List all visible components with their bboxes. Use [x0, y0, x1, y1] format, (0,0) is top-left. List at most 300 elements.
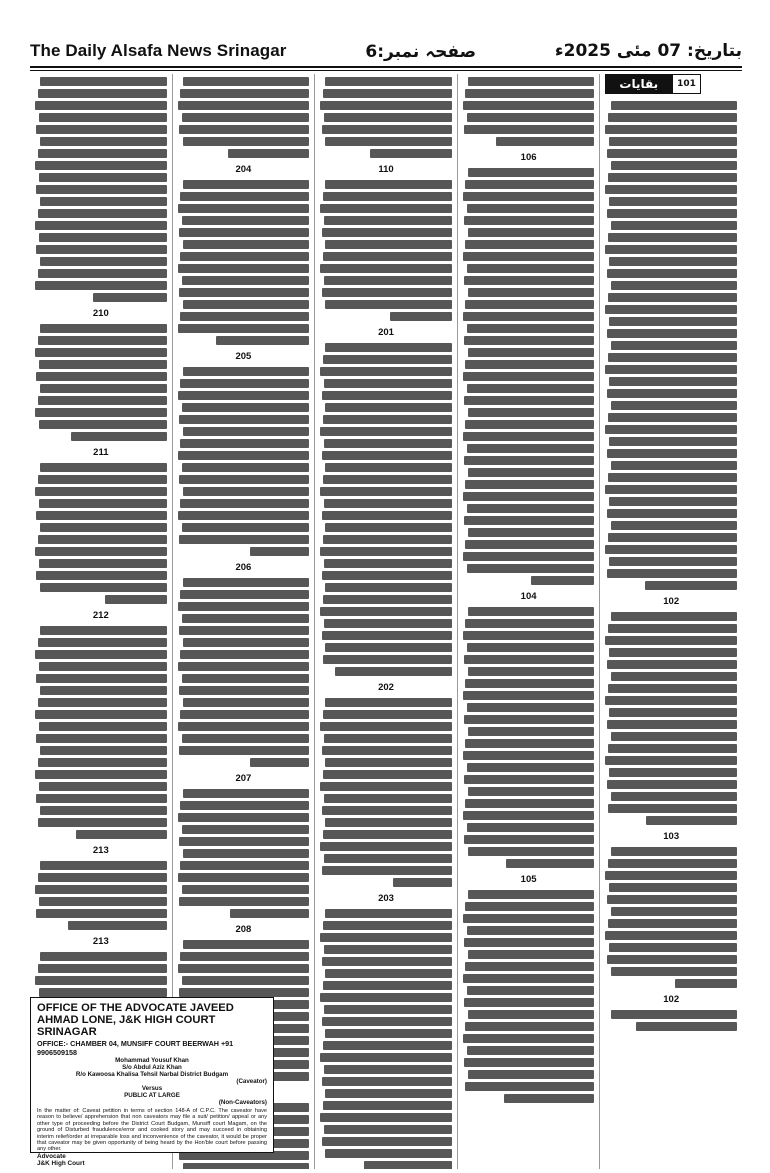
text-line [465, 799, 594, 808]
text-line [467, 564, 595, 573]
text-line [322, 806, 452, 815]
text-line [608, 173, 737, 182]
text-line [178, 873, 310, 882]
text-line [180, 89, 309, 98]
text-line [76, 830, 167, 839]
text-line [183, 180, 309, 189]
text-line [323, 1041, 452, 1050]
text-line [463, 101, 595, 110]
article-text [178, 364, 310, 559]
text-line [467, 324, 595, 333]
notice-party-name: Mohammad Yousuf Khan [115, 1057, 189, 1064]
text-line [322, 571, 452, 580]
text-line [40, 324, 166, 333]
text-line [468, 348, 594, 357]
text-line [178, 391, 310, 400]
text-line [468, 727, 594, 736]
text-line [180, 192, 309, 201]
text-line [605, 305, 737, 314]
text-line [180, 952, 309, 961]
text-line [468, 408, 594, 417]
text-line [40, 137, 166, 146]
text-line [183, 300, 309, 309]
text-line [183, 849, 309, 858]
text-line [393, 878, 452, 887]
article-number: 201 [378, 327, 394, 338]
text-line [464, 998, 594, 1007]
text-line [178, 204, 310, 213]
notice-non-caveators: (Non-Caveators) [218, 1099, 267, 1106]
text-line [608, 684, 737, 693]
text-line [325, 1149, 451, 1158]
text-line [325, 77, 451, 86]
text-line [40, 686, 166, 695]
text-line [464, 1058, 594, 1067]
text-line [609, 557, 737, 566]
text-line [465, 300, 594, 309]
text-line [325, 643, 451, 652]
text-line [40, 257, 166, 266]
text-line [35, 101, 167, 110]
text-line [182, 276, 310, 285]
text-line [468, 468, 594, 477]
article-number: 208 [235, 924, 252, 935]
text-line [465, 420, 594, 429]
text-line [179, 837, 309, 846]
text-line [320, 264, 452, 273]
notice-respondent: PUBLIC AT LARGE [124, 1092, 180, 1099]
text-line [38, 535, 167, 544]
text-line [465, 240, 594, 249]
article-number: 103 [663, 831, 680, 842]
text-line [178, 722, 310, 731]
text-line [464, 336, 594, 345]
text-line [179, 746, 309, 755]
text-line [465, 360, 594, 369]
text-line [323, 770, 452, 779]
text-line [646, 816, 737, 825]
text-line [465, 619, 594, 628]
text-line [468, 787, 594, 796]
article-number: 211 [93, 447, 109, 458]
text-line [230, 909, 309, 918]
notice-title: OFFICE OF THE ADVOCATE JAVEED AHMAD LONE, J&K HIGH COURT SRINAGAR [37, 1002, 234, 1038]
text-line [93, 293, 167, 302]
text-line [325, 180, 451, 189]
text-line [40, 77, 166, 86]
text-line [324, 499, 452, 508]
text-line [35, 650, 167, 659]
text-line [36, 511, 166, 520]
text-line [182, 216, 310, 225]
text-line [216, 336, 309, 345]
article-text [463, 604, 595, 871]
text-line [182, 885, 310, 894]
text-line [320, 933, 452, 942]
text-line [39, 722, 167, 731]
text-line [467, 504, 595, 513]
notice-party-father: S/o Abdul Aziz Khan [122, 1064, 182, 1071]
text-line [611, 101, 737, 110]
text-line [608, 233, 737, 242]
text-line [179, 288, 309, 297]
text-line [325, 969, 451, 978]
article-text [178, 575, 310, 770]
text-line [465, 89, 594, 98]
text-line [468, 890, 594, 899]
text-line [39, 897, 167, 906]
text-line [322, 511, 452, 520]
text-line [320, 427, 452, 436]
text-line [320, 101, 452, 110]
text-line [35, 408, 167, 417]
text-line [325, 1029, 451, 1038]
text-line [39, 782, 167, 791]
column-1 [600, 74, 742, 1169]
text-line [179, 897, 309, 906]
text-line [35, 976, 167, 985]
text-line [183, 638, 309, 647]
text-line [323, 192, 452, 201]
text-line [183, 427, 309, 436]
text-line [605, 245, 737, 254]
text-line [607, 660, 737, 669]
text-line [607, 149, 737, 158]
text-line [468, 228, 594, 237]
text-line [611, 1010, 737, 1019]
text-line [325, 909, 451, 918]
text-line [40, 952, 166, 961]
text-line [323, 830, 452, 839]
text-line [320, 204, 452, 213]
text-line [607, 780, 737, 789]
text-line [36, 125, 166, 134]
newspaper-title: The Daily Alsafa News Srinagar [30, 41, 287, 60]
text-line [178, 324, 310, 333]
text-line [325, 403, 451, 412]
text-line [250, 758, 309, 767]
text-line [323, 655, 452, 664]
notice-versus: Versus [141, 1085, 163, 1092]
text-line [605, 545, 737, 554]
text-line [323, 595, 452, 604]
text-line [611, 161, 737, 170]
text-line [609, 137, 737, 146]
text-line [182, 463, 310, 472]
text-line [324, 734, 452, 743]
article-text [463, 165, 595, 588]
text-line [611, 792, 737, 801]
text-line [645, 581, 737, 590]
text-line [183, 789, 309, 798]
text-line [324, 794, 452, 803]
text-line [320, 547, 452, 556]
text-line [607, 389, 737, 398]
text-line [322, 228, 452, 237]
masthead [30, 36, 742, 66]
text-line [179, 686, 309, 695]
text-line [180, 650, 309, 659]
text-line [320, 1113, 452, 1122]
text-line [35, 547, 167, 556]
text-line [605, 756, 737, 765]
text-line [324, 439, 452, 448]
text-line [178, 101, 310, 110]
text-line [40, 626, 166, 635]
text-line [467, 643, 595, 652]
text-line [463, 974, 595, 983]
text-line [35, 161, 167, 170]
text-line [178, 451, 310, 460]
article-text [605, 1007, 737, 1034]
text-line [675, 979, 737, 988]
text-line [71, 432, 167, 441]
text-line [40, 746, 166, 755]
text-line [608, 744, 737, 753]
advocate-caveat-notice [30, 997, 274, 1168]
text-line [464, 835, 594, 844]
text-line [250, 547, 309, 556]
text-line [39, 173, 167, 182]
text-line [467, 986, 595, 995]
text-line [464, 125, 594, 134]
text-line [39, 420, 167, 429]
text-line [38, 336, 167, 345]
text-line [467, 204, 595, 213]
text-line [611, 967, 737, 976]
text-line [38, 638, 167, 647]
text-line [605, 871, 737, 880]
text-line [179, 988, 309, 997]
notice-sign-advocate: Advocate [37, 1152, 66, 1160]
text-line [467, 703, 595, 712]
text-line [36, 734, 166, 743]
article-text [463, 887, 595, 1106]
text-line [607, 509, 737, 518]
text-line [325, 137, 451, 146]
article-text [320, 74, 452, 161]
text-line [320, 993, 452, 1002]
text-line [35, 885, 167, 894]
text-line [608, 859, 737, 868]
text-line [320, 487, 452, 496]
column-3 [315, 74, 458, 1169]
text-line [325, 1089, 451, 1098]
text-line [464, 655, 594, 664]
text-line [605, 931, 737, 940]
text-line [607, 955, 737, 964]
text-line [464, 276, 594, 285]
text-line [464, 216, 594, 225]
article-text [178, 74, 310, 161]
text-line [465, 962, 594, 971]
text-line [322, 866, 452, 875]
text-line [183, 940, 309, 949]
text-line [39, 233, 167, 242]
text-line [36, 571, 166, 580]
text-line [179, 125, 309, 134]
notice-sign-court: J&K High Court [37, 1160, 85, 1168]
text-line [39, 559, 167, 568]
text-line [324, 619, 452, 628]
text-line [468, 1070, 594, 1079]
text-line [182, 734, 310, 743]
text-line [178, 602, 310, 611]
text-line [464, 396, 594, 405]
text-line [465, 902, 594, 911]
text-line [325, 698, 451, 707]
text-line [608, 804, 737, 813]
text-line [183, 578, 309, 587]
article-text [178, 177, 310, 348]
text-line [180, 379, 309, 388]
text-line [468, 667, 594, 676]
text-line [323, 89, 452, 98]
article-number: 213 [92, 936, 109, 947]
text-line [323, 355, 452, 364]
text-line [608, 624, 737, 633]
text-line [467, 823, 595, 832]
text-line [467, 384, 595, 393]
text-line [506, 859, 594, 868]
text-line [178, 662, 310, 671]
text-line [464, 775, 594, 784]
text-line [609, 883, 737, 892]
text-line [468, 77, 594, 86]
text-line [39, 988, 167, 997]
text-line [468, 607, 594, 616]
column-2 [458, 74, 601, 1169]
text-line [182, 976, 310, 985]
text-line [39, 360, 167, 369]
text-line [465, 1022, 594, 1031]
text-line [182, 113, 310, 122]
article-number: 105 [520, 874, 537, 885]
text-line [324, 276, 452, 285]
text-line [38, 758, 167, 767]
text-line [36, 794, 166, 803]
text-line [467, 113, 595, 122]
article-text [35, 858, 167, 933]
text-line [608, 473, 737, 482]
text-line [611, 521, 737, 530]
text-line [320, 782, 452, 791]
article-text [320, 177, 452, 324]
text-line [36, 245, 166, 254]
text-line [38, 269, 167, 278]
text-line [323, 1101, 452, 1110]
text-line [179, 228, 309, 237]
text-line [183, 240, 309, 249]
text-line [609, 437, 737, 446]
text-line [611, 341, 737, 350]
text-line [463, 312, 595, 321]
section-banner [605, 74, 737, 94]
article-number: 102 [663, 596, 680, 607]
text-line [38, 209, 167, 218]
text-line [38, 818, 167, 827]
text-line [605, 636, 737, 645]
text-line [322, 631, 452, 640]
text-line [611, 847, 737, 856]
text-line [607, 895, 737, 904]
text-line [605, 696, 737, 705]
article-number: 212 [92, 610, 109, 621]
text-line [463, 811, 595, 820]
article-number: 204 [235, 164, 252, 175]
text-line [324, 113, 452, 122]
text-line [38, 873, 167, 882]
text-line [607, 569, 737, 578]
text-line [182, 825, 310, 834]
text-line [36, 372, 166, 381]
text-line [324, 945, 452, 954]
text-line [609, 768, 737, 777]
text-line [463, 192, 595, 201]
article-number: 110 [378, 164, 394, 175]
text-line [322, 746, 452, 755]
text-line [38, 698, 167, 707]
text-line [182, 523, 310, 532]
text-line [636, 1022, 737, 1031]
text-line [322, 1077, 452, 1086]
text-line [463, 1034, 595, 1043]
text-line [40, 463, 166, 472]
text-line [39, 113, 167, 122]
article-text [35, 460, 167, 607]
text-line [467, 1046, 595, 1055]
text-line [38, 149, 167, 158]
text-line [467, 763, 595, 772]
text-line [607, 329, 737, 338]
text-line [183, 487, 309, 496]
article-text [320, 906, 452, 1169]
text-line [324, 1005, 452, 1014]
text-line [183, 698, 309, 707]
text-line [324, 854, 452, 863]
text-line [611, 281, 737, 290]
text-line [611, 461, 737, 470]
section-number: 101 [672, 74, 701, 94]
masthead-rule-thin [30, 70, 742, 71]
text-line [179, 535, 309, 544]
text-line [183, 137, 309, 146]
text-line [605, 365, 737, 374]
text-line [611, 401, 737, 410]
text-line [178, 813, 310, 822]
masthead-rule [30, 66, 742, 68]
text-line [35, 348, 167, 357]
text-line [323, 535, 452, 544]
text-line [463, 552, 595, 561]
text-line [320, 722, 452, 731]
text-line [468, 950, 594, 959]
article-text [320, 340, 452, 679]
text-line [179, 626, 309, 635]
article-text [320, 695, 452, 890]
text-line [468, 1010, 594, 1019]
text-line [608, 533, 737, 542]
text-line [464, 938, 594, 947]
text-line [39, 662, 167, 671]
text-line [605, 425, 737, 434]
text-line [324, 1125, 452, 1134]
text-line [468, 847, 594, 856]
text-line [325, 240, 451, 249]
text-line [35, 487, 167, 496]
text-line [320, 367, 452, 376]
text-line [468, 168, 594, 177]
